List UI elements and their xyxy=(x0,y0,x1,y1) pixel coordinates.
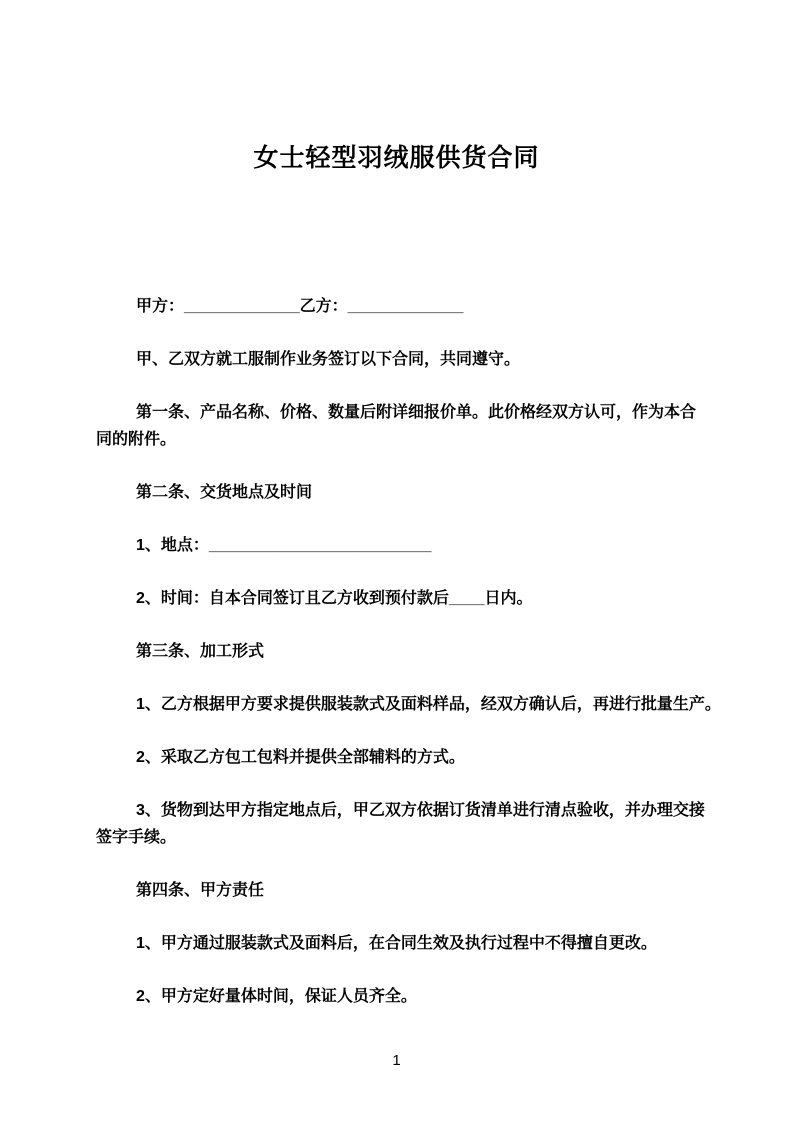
text-line: 2、甲方定好量体时间，保证人员齐全。 xyxy=(136,988,417,1005)
page-number: 1 xyxy=(392,1052,401,1069)
location-blank-line: 1、地点：_________________________ xyxy=(136,537,432,554)
text-line: 3、货物到达甲方指定地点后，甲乙双方依据订货清单进行清点验收，并办理交接 xyxy=(136,802,705,819)
intro-paragraph xyxy=(96,346,723,373)
clause-1-paragraph xyxy=(96,399,723,453)
party-line xyxy=(96,293,723,320)
clause-3-heading xyxy=(96,638,723,665)
text-line: 1、乙方根据甲方要求提供服装款式及面料样品，经双方确认后，再进行批量生产。 xyxy=(136,696,721,713)
time-blank-line: 2、时间：自本合同签订且乙方收到预付款后____日内。 xyxy=(136,590,533,607)
clause-4-heading xyxy=(96,877,723,904)
text-line: 2、采取乙方包工包料并提供全部辅料的方式。 xyxy=(136,749,465,766)
text-line: 签字手续。 xyxy=(96,829,177,846)
clause-4-item-2 xyxy=(96,983,723,1010)
text-line: 甲、乙双方就工服制作业务签订以下合同，共同遵守。 xyxy=(136,351,521,368)
text-line: 第四条、甲方责任 xyxy=(136,882,265,899)
document-title: 女士轻型羽绒服供货合同 xyxy=(253,144,540,172)
document-body xyxy=(0,293,793,1010)
clause-3-item-3 xyxy=(96,797,723,851)
party-blanks-line: 甲方：_____________乙方：_____________ xyxy=(136,298,464,315)
text-line: 1、甲方通过服装款式及面料后，在合同生效及执行过程中不得擅自更改。 xyxy=(136,935,657,952)
clause-2-heading xyxy=(96,479,723,506)
text-line: 同的附件。 xyxy=(96,431,177,448)
clause-2-item-2 xyxy=(96,585,723,612)
clause-4-item-1 xyxy=(96,930,723,957)
clause-2-item-1 xyxy=(96,532,723,559)
clause-3-item-2 xyxy=(96,744,723,771)
text-line: 第三条、加工形式 xyxy=(136,643,265,660)
clause-3-item-1 xyxy=(96,691,723,718)
text-line: 第二条、交货地点及时间 xyxy=(136,484,313,501)
text-line: 第一条、产品名称、价格、数量后附详细报价单。此价格经双方认可，作为本合 xyxy=(136,404,697,421)
